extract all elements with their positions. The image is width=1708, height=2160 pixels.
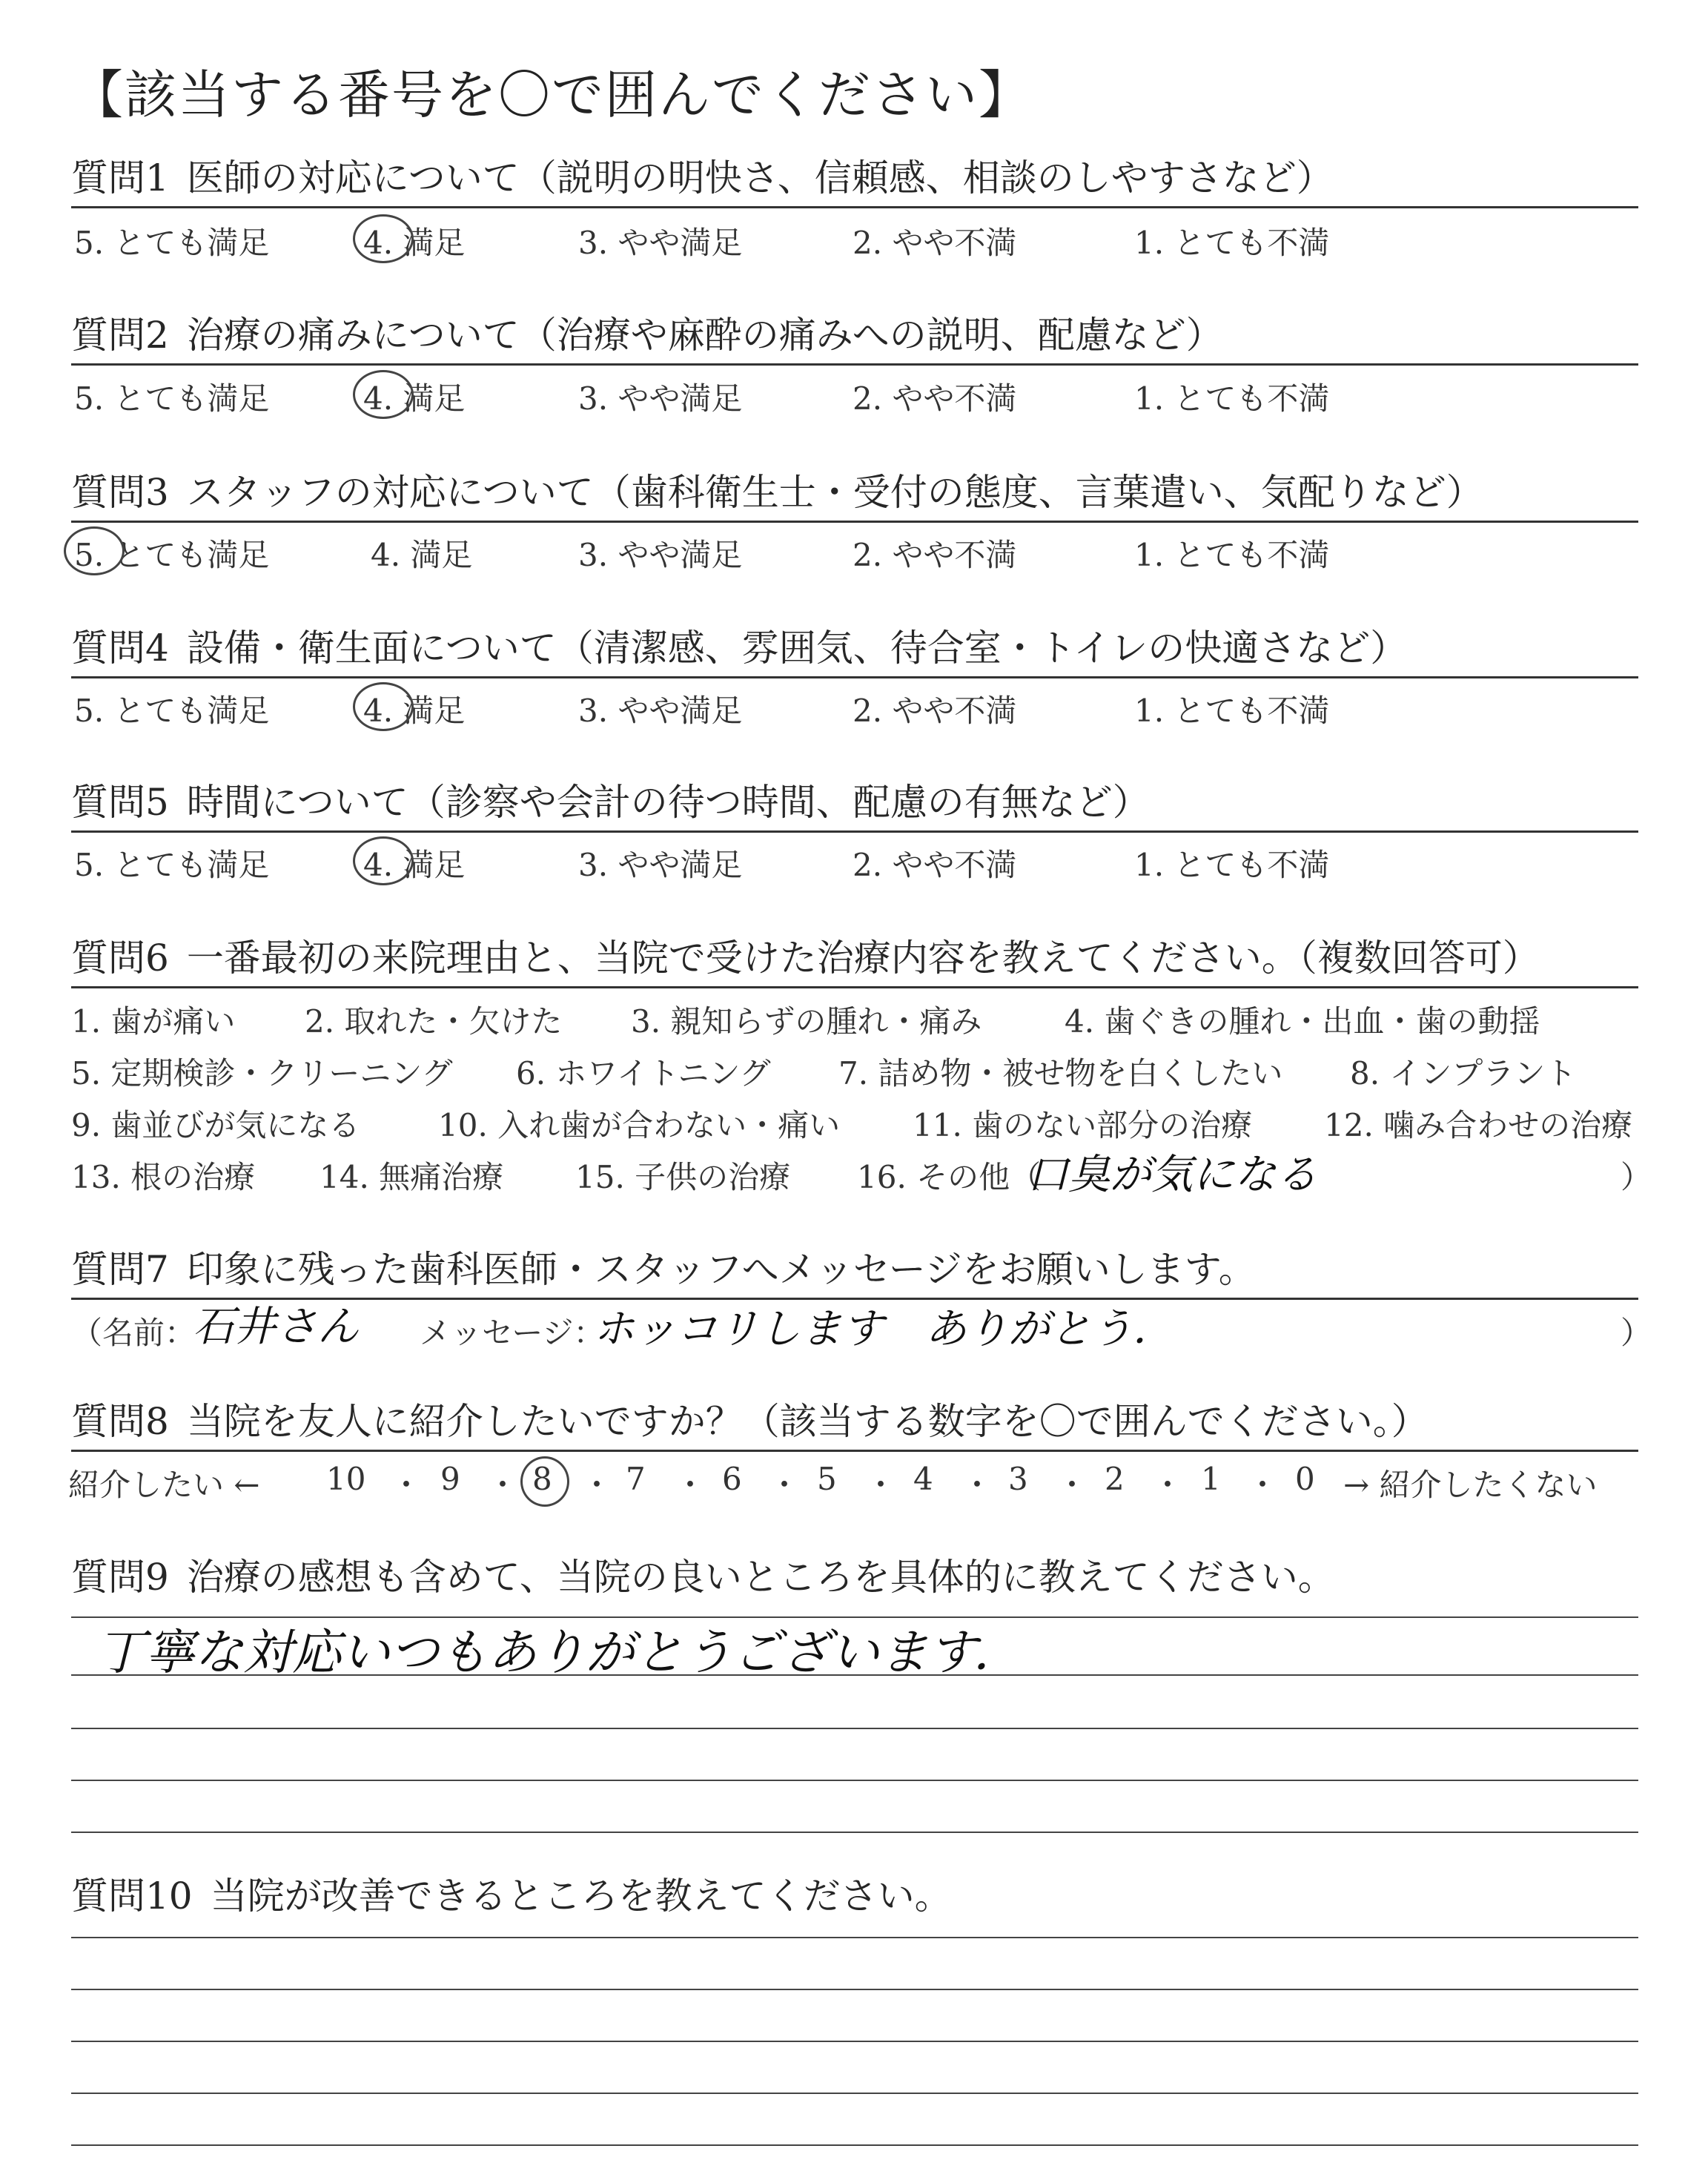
question-8-text: 当院を友人に紹介したいですか？（該当する数字を〇で囲んでください。） bbox=[186, 1400, 1429, 1443]
q2-option-1[interactable]: 1. とても不満 bbox=[1134, 380, 1330, 417]
q8-separator: ・ bbox=[961, 1467, 993, 1503]
q5-option-3[interactable]: 3. やや満足 bbox=[578, 847, 743, 883]
q1-option-1[interactable]: 1. とても不満 bbox=[1134, 225, 1330, 261]
question-3-number: 質問3 bbox=[71, 471, 169, 514]
question-6-title bbox=[71, 934, 1638, 988]
q8-separator: ・ bbox=[1152, 1467, 1184, 1503]
q8-scale-1[interactable]: 1 bbox=[1201, 1461, 1221, 1497]
question-1-title bbox=[71, 154, 1638, 208]
question-6-text: 一番最初の来院理由と、当院で受けた治療内容を教えてください。（複数回答可） bbox=[186, 937, 1540, 980]
q1-option-2[interactable]: 2. やや不満 bbox=[853, 225, 1017, 261]
q5-option-2[interactable]: 2. やや不満 bbox=[853, 847, 1017, 883]
q6-option-12[interactable]: 12. 噛み合わせの治療 bbox=[1324, 1107, 1633, 1143]
question-8-number: 質問8 bbox=[71, 1400, 169, 1443]
question-3-options bbox=[74, 531, 1638, 575]
question-5-text: 時間について（診察や会計の待つ時間、配慮の有無など） bbox=[186, 781, 1150, 824]
q6-row-4 bbox=[71, 1153, 1652, 1195]
q6-other-handwritten-answer[interactable]: 口臭が気になる bbox=[1027, 1151, 1317, 1199]
q5-option-5[interactable]: 5. とても満足 bbox=[74, 847, 270, 883]
question-4-text: 設備・衛生面について（清潔感、雰囲気、待合室・トイレの快適さなど） bbox=[186, 627, 1408, 670]
q8-scale-2[interactable]: 2 bbox=[1105, 1461, 1125, 1497]
q8-separator: ・ bbox=[581, 1467, 613, 1503]
question-4-options bbox=[74, 687, 1638, 731]
q8-scale-5[interactable]: 5 bbox=[817, 1461, 837, 1497]
q8-scale-3[interactable]: 3 bbox=[1008, 1461, 1028, 1497]
question-3-title bbox=[71, 469, 1638, 523]
question-6-number: 質問6 bbox=[71, 937, 169, 980]
q6-option-5[interactable]: 5. 定期検診・クリーニング bbox=[71, 1055, 453, 1091]
q6-option-2[interactable]: 2. 取れた・欠けた bbox=[305, 1003, 563, 1040]
q3-option-1[interactable]: 1. とても不満 bbox=[1134, 537, 1330, 573]
q9-answer-line-5 bbox=[71, 1832, 1638, 1833]
q6-option-9[interactable]: 9. 歯並びが気になる bbox=[71, 1107, 360, 1143]
question-9-title bbox=[71, 1553, 1638, 1605]
q3-option-3[interactable]: 3. やや満足 bbox=[578, 537, 743, 573]
question-5-options bbox=[74, 841, 1638, 885]
q2-option-2[interactable]: 2. やや不満 bbox=[853, 380, 1017, 417]
q10-answer-line-1[interactable] bbox=[71, 1937, 1638, 1938]
q6-option-15[interactable]: 15. 子供の治療 bbox=[575, 1159, 791, 1195]
q6-option-13[interactable]: 13. 根の治療 bbox=[71, 1159, 256, 1195]
q4-option-1[interactable]: 1. とても不満 bbox=[1134, 693, 1330, 729]
q5-option-1[interactable]: 1. とても不満 bbox=[1134, 847, 1330, 883]
question-10-title bbox=[71, 1872, 1638, 1924]
question-7-title bbox=[71, 1246, 1638, 1300]
question-1-options bbox=[74, 219, 1638, 263]
q2-option-4-selected[interactable]: 4. 満足 bbox=[363, 374, 465, 419]
q8-right-label: → 紹介したくない bbox=[1343, 1467, 1598, 1503]
q1-option-5[interactable]: 5. とても満足 bbox=[74, 225, 270, 261]
q7-name-label: （名前： bbox=[71, 1315, 196, 1351]
q8-separator: ・ bbox=[487, 1467, 519, 1503]
q8-separator: ・ bbox=[865, 1467, 897, 1503]
q8-scale-9[interactable]: 9 bbox=[440, 1461, 460, 1497]
q6-option-16[interactable]: 16. その他（ bbox=[857, 1159, 1042, 1195]
q4-option-2[interactable]: 2. やや不満 bbox=[853, 693, 1017, 729]
q7-close-paren: ） bbox=[1621, 1315, 1652, 1351]
q8-separator: ・ bbox=[1247, 1467, 1279, 1503]
q2-option-3[interactable]: 3. やや満足 bbox=[578, 380, 743, 417]
q1-option-3[interactable]: 3. やや満足 bbox=[578, 225, 743, 261]
question-5-title bbox=[71, 779, 1638, 833]
q6-option-7[interactable]: 7. 詰め物・被せ物を白くしたい bbox=[838, 1055, 1283, 1091]
q8-separator: ・ bbox=[391, 1467, 423, 1503]
q6-option-4[interactable]: 4. 歯ぐきの腫れ・出血・歯の動揺 bbox=[1065, 1003, 1540, 1040]
q8-scale-0[interactable]: 0 bbox=[1295, 1461, 1315, 1497]
q6-option-3[interactable]: 3. 親知らずの腫れ・痛み bbox=[631, 1003, 982, 1040]
question-5-number: 質問5 bbox=[71, 781, 169, 824]
q3-option-4[interactable]: 4. 満足 bbox=[371, 537, 473, 573]
q8-scale-6[interactable]: 6 bbox=[722, 1461, 742, 1497]
question-2-title bbox=[71, 311, 1638, 366]
q1-option-4-selected[interactable]: 4. 満足 bbox=[363, 219, 465, 263]
question-1-text: 医師の対応について（説明の明快さ、信頼感、相談のしやすさなど） bbox=[186, 156, 1334, 199]
q5-option-4-selected[interactable]: 4. 満足 bbox=[363, 841, 465, 885]
q8-scale-7[interactable]: 7 bbox=[626, 1461, 646, 1497]
q6-option-6[interactable]: 6. ホワイトニング bbox=[516, 1055, 771, 1091]
q8-separator: ・ bbox=[769, 1467, 801, 1503]
q4-option-5[interactable]: 5. とても満足 bbox=[74, 693, 270, 729]
question-4-number: 質問4 bbox=[71, 627, 169, 670]
question-9-text: 治療の感想も含めて、当院の良いところを具体的に教えてください。 bbox=[186, 1556, 1335, 1599]
question-7-number: 質問7 bbox=[71, 1248, 169, 1291]
question-2-options bbox=[74, 374, 1638, 419]
question-3-text: スタッフの対応について（歯科衛生士・受付の態度、言葉遣い、気配りなど） bbox=[186, 471, 1483, 514]
q10-answer-line-5[interactable] bbox=[71, 2144, 1638, 2146]
q9-answer-line-2 bbox=[71, 1674, 1638, 1676]
q9-answer-line-3 bbox=[71, 1728, 1638, 1729]
q6-option-14[interactable]: 14. 無痛治療 bbox=[320, 1159, 504, 1195]
q3-option-2[interactable]: 2. やや不満 bbox=[853, 537, 1017, 573]
q10-answer-line-2[interactable] bbox=[71, 1989, 1638, 1990]
q4-option-3[interactable]: 3. やや満足 bbox=[578, 693, 743, 729]
question-1-number: 質問1 bbox=[71, 156, 169, 199]
question-8-title bbox=[71, 1398, 1638, 1452]
q10-answer-line-3[interactable] bbox=[71, 2041, 1638, 2042]
question-2-text: 治療の痛みについて（治療や麻酔の痛みへの説明、配慮など） bbox=[186, 314, 1223, 357]
question-2-number: 質問2 bbox=[71, 314, 169, 357]
q8-separator: ・ bbox=[675, 1467, 706, 1503]
question-9-number: 質問9 bbox=[71, 1556, 169, 1599]
form-header: 【該当する番号を〇で囲んでください】 bbox=[71, 65, 1032, 125]
q7-name-handwritten[interactable]: 石井さん bbox=[193, 1303, 359, 1351]
q7-message-label: メッセージ： bbox=[420, 1315, 605, 1351]
q6-option-8[interactable]: 8. インプラント bbox=[1350, 1055, 1577, 1091]
q7-message-handwritten[interactable]: ホッコリします ありがとう． bbox=[593, 1305, 1174, 1353]
question-7-text: 印象に残った歯科医師・スタッフへメッセージをお願いします。 bbox=[186, 1248, 1256, 1291]
question-4-title bbox=[71, 624, 1638, 678]
q8-left-label: 紹介したい ← bbox=[68, 1467, 260, 1503]
question-10-number: 質問10 bbox=[71, 1875, 193, 1918]
q6-option-10[interactable]: 10. 入れ歯が合わない・痛い bbox=[438, 1107, 841, 1143]
q8-separator: ・ bbox=[1056, 1467, 1088, 1503]
q4-option-4-selected[interactable]: 4. 満足 bbox=[363, 687, 465, 731]
q3-option-5-selected[interactable]: 5. とても満足 bbox=[74, 531, 269, 575]
q8-scale-10[interactable]: 10 bbox=[326, 1461, 366, 1497]
q9-handwritten-answer[interactable]: 丁寧な対応いつもありがとうございます． bbox=[96, 1624, 1022, 1681]
q2-option-5[interactable]: 5. とても満足 bbox=[74, 380, 270, 417]
q6-option-1[interactable]: 1. 歯が痛い bbox=[71, 1003, 236, 1040]
q9-answer-line-4 bbox=[71, 1780, 1638, 1781]
q8-scale-8-selected[interactable]: 8 bbox=[532, 1461, 552, 1497]
question-10-text: 当院が改善できるところを教えてください。 bbox=[210, 1875, 952, 1918]
q6-option-11[interactable]: 11. 歯のない部分の治療 bbox=[913, 1107, 1253, 1143]
q8-scale-4[interactable]: 4 bbox=[913, 1461, 933, 1497]
q6-other-close-paren: ） bbox=[1621, 1159, 1652, 1195]
q8-referral-scale bbox=[68, 1461, 1640, 1505]
q10-answer-line-4[interactable] bbox=[71, 2093, 1638, 2094]
